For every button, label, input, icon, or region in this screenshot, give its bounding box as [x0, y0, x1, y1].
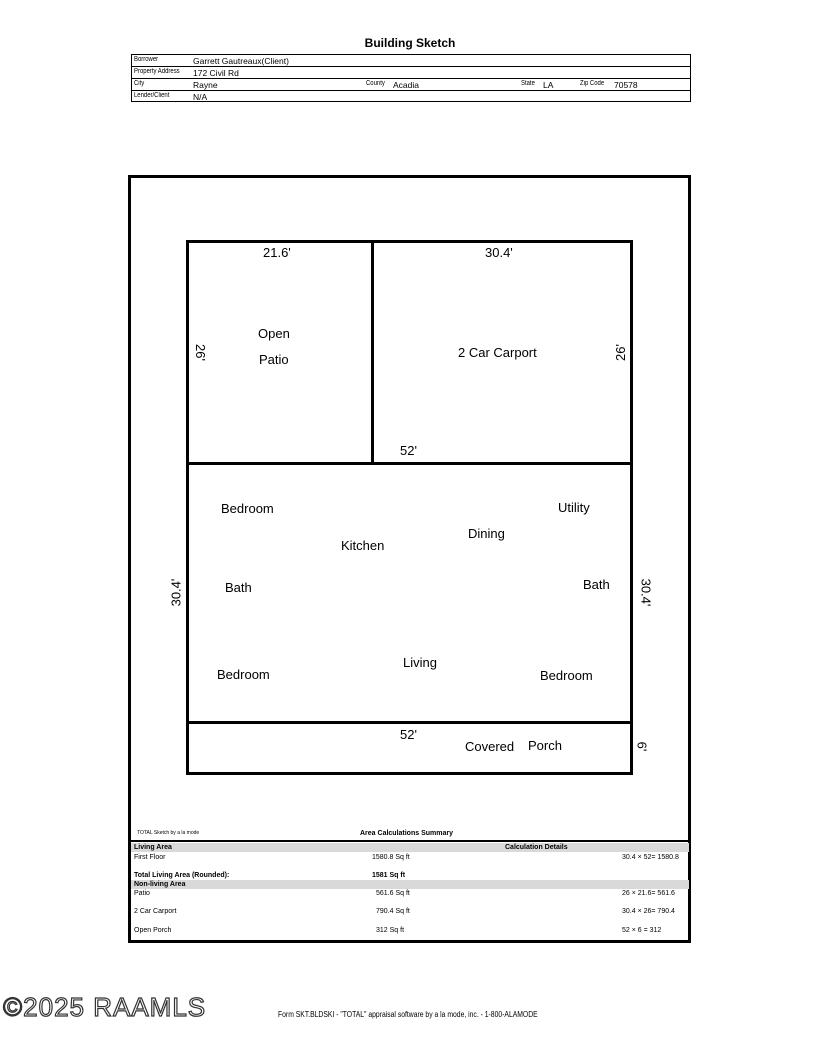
plan-right-wall	[630, 240, 633, 775]
covered-label: Covered	[465, 739, 515, 754]
patio-row-calc: 26 × 21.6= 561.6	[622, 890, 675, 897]
open-label: Open	[258, 326, 290, 341]
bedroom-bottom-right-label: Bedroom	[540, 668, 593, 683]
carport-width-dimension: 30.4'	[485, 245, 513, 260]
carport-depth-dimension: 26'	[612, 344, 628, 361]
patio-row-label: Patio	[134, 890, 150, 897]
porch-depth-dimension: 6'	[634, 741, 650, 752]
mid-width-dimension: 52'	[400, 443, 417, 458]
nonliving-area-header: Non-living Area	[134, 881, 186, 888]
patio-label: Patio	[259, 352, 289, 367]
patio-row-area: 561.6 Sq ft	[376, 890, 410, 897]
utility-label: Utility	[558, 500, 590, 515]
bath-left-label: Bath	[225, 580, 252, 595]
address-value: 172 Civil Rd	[193, 68, 239, 78]
state-label: State	[521, 80, 535, 87]
porch-label: Porch	[528, 738, 562, 753]
city-value: Rayne	[193, 80, 218, 90]
plan-top-wall	[186, 240, 633, 243]
lender-value: N/A	[193, 92, 208, 102]
living-label: Living	[403, 655, 437, 670]
summary-title: Area Calculations Summary	[360, 830, 453, 837]
bedroom-bottom-left-label: Bedroom	[217, 667, 270, 682]
borrower-row	[132, 55, 690, 67]
zip-label: Zip Code	[580, 80, 605, 87]
first-floor-area: 1580.8 Sq ft	[372, 854, 410, 861]
living-depth-left-dimension: 30.4'	[168, 578, 184, 607]
county-label: County	[366, 80, 385, 87]
living-depth-right-dimension: 30.4'	[638, 578, 654, 607]
porch-row-calc: 52 × 6 = 312	[622, 927, 662, 934]
plan-left-wall	[186, 240, 189, 775]
zip-value: 70578	[614, 80, 638, 90]
carport-row-calc: 30.4 × 26= 790.4	[622, 908, 675, 915]
porch-row-area: 312 Sq ft	[376, 927, 405, 934]
porch-row-label: Open Porch	[134, 927, 172, 934]
living-top-wall	[186, 462, 633, 465]
city-label: City	[134, 80, 145, 87]
porch-top-wall	[186, 721, 633, 724]
carport-label: 2 Car Carport	[458, 345, 537, 360]
page-title: Building Sketch	[364, 36, 456, 50]
patio-carport-divider	[371, 240, 374, 464]
nonliving-header-band	[131, 880, 689, 889]
address-label: Property Address	[134, 68, 180, 75]
borrower-label: Borrower	[134, 56, 159, 63]
address-row	[132, 67, 690, 79]
county-value: Acadia	[393, 80, 419, 90]
carport-row-label: 2 Car Carport	[134, 908, 177, 915]
bath-right-label: Bath	[583, 577, 610, 592]
living-header-band	[131, 843, 689, 852]
patio-depth-dimension: 26'	[192, 344, 208, 361]
form-footer-text: Form SKT.BLDSKI - "TOTAL" appraisal software by a la mode, inc. - 1-800-ALAMODE	[278, 1010, 538, 1019]
total-living-label: Total Living Area (Rounded):	[134, 872, 230, 879]
kitchen-label: Kitchen	[341, 538, 385, 553]
property-info-table	[131, 54, 691, 102]
summary-divider	[131, 840, 689, 842]
bedroom-top-left-label: Bedroom	[221, 501, 274, 516]
lender-label: Lender/Client	[134, 92, 170, 99]
calc-details-header: Calculation Details	[505, 844, 568, 851]
living-area-header: Living Area	[134, 844, 172, 851]
sketch-credit: TOTAL Sketch by a la mode	[137, 830, 200, 836]
carport-row-area: 790.4 Sq ft	[376, 908, 410, 915]
total-living-area: 1581 Sq ft	[372, 872, 406, 879]
patio-width-dimension: 21.6'	[263, 245, 291, 260]
first-floor-label: First Floor	[134, 854, 166, 861]
raamls-watermark: ©2025 RAAMLS	[3, 992, 207, 1022]
city-row	[132, 79, 690, 91]
sketch-frame	[128, 175, 691, 943]
lender-row	[132, 91, 690, 103]
state-value: LA	[543, 80, 554, 90]
porch-width-dimension: 52'	[400, 727, 417, 742]
borrower-value: Garrett Gautreaux(Client)	[193, 56, 289, 66]
porch-bottom-wall	[186, 772, 633, 775]
first-floor-calc: 30.4 × 52= 1580.8	[622, 854, 679, 861]
dining-label: Dining	[468, 526, 505, 541]
